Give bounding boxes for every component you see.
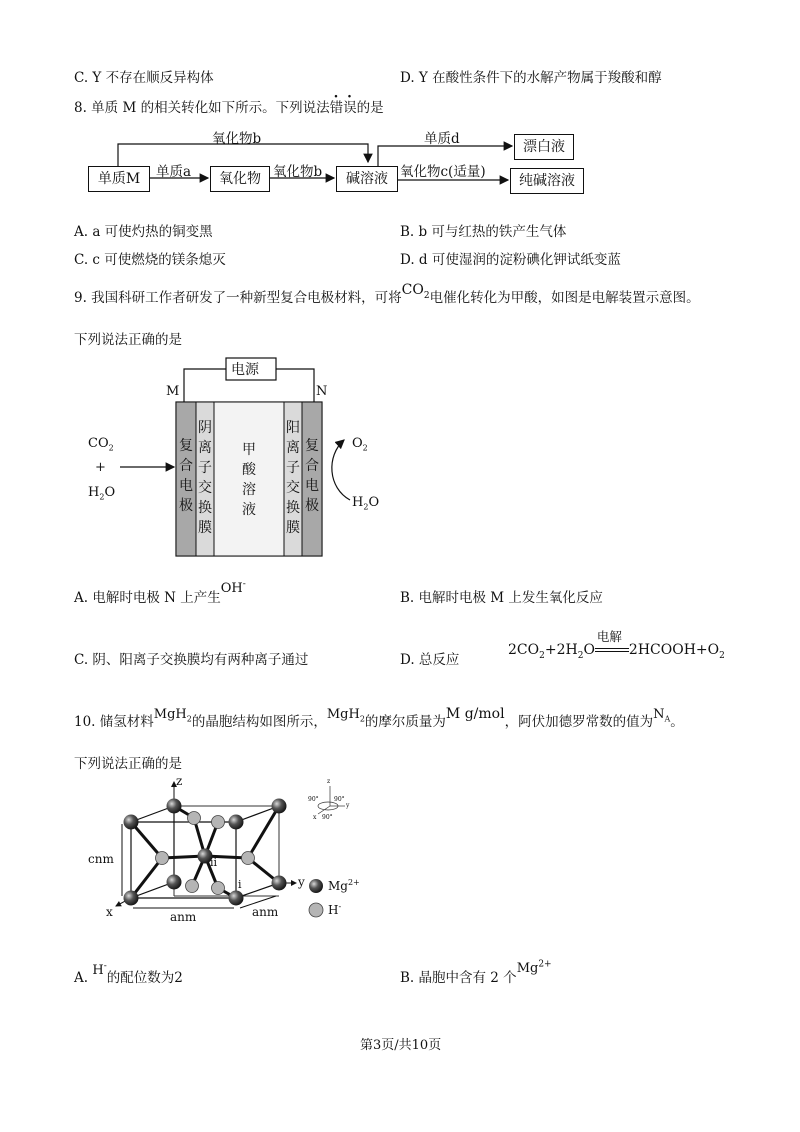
q8-option-d: D. d 可使湿润的淀粉碘化钾试纸变蓝 xyxy=(400,252,621,268)
mini-axis-z: z xyxy=(327,778,331,785)
anion-membrane-label: 阴 离 子 交 换 膜 xyxy=(198,420,212,536)
legend-mg-label: $Mg^{2+}$ xyxy=(328,878,360,893)
mgh2-formula-2: MgH$_2$ xyxy=(326,707,365,724)
angle-label-3: 90° xyxy=(322,814,333,821)
box-alkali-solution: 碱溶液 xyxy=(336,166,398,192)
q8-option-b: B. b 可与红热的铁产生气体 xyxy=(400,224,567,240)
formic-acid-solution-label: 甲 酸 溶 液 xyxy=(242,442,256,518)
legend-h-label: H- xyxy=(328,902,342,917)
box-bleach: 漂白液 xyxy=(514,134,574,160)
q9-option-d: D. 总反应 xyxy=(400,652,460,668)
dimension-c-label: cnm xyxy=(88,852,114,866)
q8-stem: 8. 单质 M 的相关转化如下所示。下列说法错误的是 xyxy=(74,100,384,116)
right-electrode-label: 复 合 电 极 xyxy=(305,438,319,514)
electrode-n-label: N xyxy=(316,384,328,399)
avogadro-symbol: $N_A$ xyxy=(653,707,671,724)
label-oxide-c: 氧化物c(适量) xyxy=(400,164,486,180)
mini-axis-x: x xyxy=(313,814,317,821)
q9-ask: 下列说法正确的是 xyxy=(74,332,182,348)
angle-label-2: 90° xyxy=(334,796,345,803)
oh-ion: OH- xyxy=(220,579,246,596)
page-footer: 第3页/共10页 xyxy=(360,1038,442,1053)
label-oxide-b: 氧化物b xyxy=(273,164,323,180)
axis-x-label: x xyxy=(106,905,113,919)
q9-option-c: C. 阴、阳离子交换膜均有两种离子通过 xyxy=(74,652,309,668)
output-o2: $O_2$ xyxy=(352,436,368,453)
box-oxide: 氧化物 xyxy=(210,166,270,192)
box-soda-solution: 纯碱溶液 xyxy=(510,168,584,194)
site-i-label: i xyxy=(238,878,242,891)
dimension-a-label-2: anm xyxy=(252,905,279,919)
left-electrode-label: 复 合 电 极 xyxy=(179,438,193,514)
mg-ion: $Mg^{2+}$ xyxy=(516,959,552,976)
q9-option-a: A. 电解时电极 N 上产生OH- xyxy=(74,579,246,606)
input-h2o-right: $H_2O$ xyxy=(352,495,380,512)
site-ii-label: ii xyxy=(210,856,218,869)
q8-option-c: C. c 可使燃烧的镁条熄灭 xyxy=(74,252,226,268)
q10-ask: 下列说法正确的是 xyxy=(74,756,182,772)
q9-stem: 9. 我国科研工作者研发了一种新型复合电极材料，可将$CO_2$电催化转化为甲酸，如图是电解装置示意图。 xyxy=(74,282,700,306)
dimension-a-label: anm xyxy=(170,910,197,924)
h-ion: H- xyxy=(92,961,107,978)
q9-option-b: B. 电解时电极 M 上发生氧化反应 xyxy=(400,590,603,606)
total-reaction-equation: $2CO_2+2H_2O$ 电解 $2HCOOH+O_2$ xyxy=(508,629,725,661)
q10-option-a: A. H-的配位数为2 xyxy=(74,961,183,986)
label-top-oxide-b: 氧化物b xyxy=(212,131,262,147)
co2-formula: $CO_2$ xyxy=(401,282,430,301)
label-element-d: 单质d xyxy=(424,131,460,147)
q10-option-b: B. 晶胞中含有 2 个$Mg^{2+}$ xyxy=(400,959,552,986)
q8-option-a: A. a 可使灼热的铜变黑 xyxy=(74,224,213,240)
electrode-m-label: M xyxy=(166,384,180,399)
angle-label-1: 90° xyxy=(308,796,319,803)
mini-axis-y: y xyxy=(346,802,350,809)
q7-option-d: D. Y 在酸性条件下的水解产物属于羧酸和醇 xyxy=(400,70,662,86)
q7-option-c: C. Y 不存在顺反异构体 xyxy=(74,70,214,86)
mgh2-formula: MgH$_2$ xyxy=(153,707,192,724)
electrolysis-equals: 电解 xyxy=(595,643,629,657)
box-element-m: 单质M xyxy=(88,166,150,192)
input-plus: + xyxy=(95,460,106,475)
q10-stem: 10. 储氢材料MgH$_2$的晶胞结构如图所示，MgH$_2$的摩尔质量为M g/mol，阿伏加德罗常数的值为$N_A$。 xyxy=(74,706,684,730)
input-h2o: $H_2O$ xyxy=(88,485,116,502)
axis-z-label: z xyxy=(176,774,183,788)
cation-membrane-label: 阳 离 子 交 换 膜 xyxy=(286,420,300,536)
input-co2: $CO_2$ xyxy=(88,436,114,453)
power-source-label: 电源 xyxy=(231,362,259,378)
molar-mass: M g/mol xyxy=(445,706,505,722)
label-element-a: 单质a xyxy=(156,164,192,180)
axis-y-label: y xyxy=(298,875,305,889)
